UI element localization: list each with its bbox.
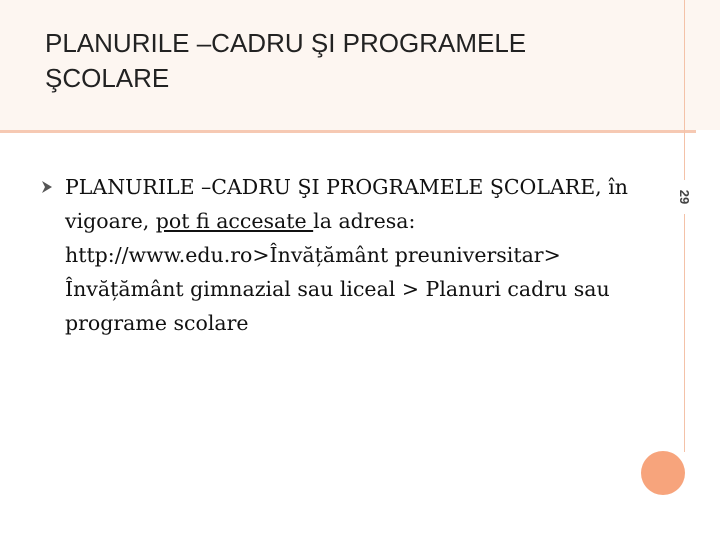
bullet-text-part1: PLANURILE –CADRU ŞI PROGRAMELE ŞCOLARE, în vigoare, — [65, 175, 628, 233]
bullet-text-part2: la adresa: http://www.edu.ro>Învățământ preuniversitar> Învățământ gimnazial sau liceal > Planuri cadru sau programe scolare — [65, 209, 610, 335]
slide-title: PLANURILE –CADRU ŞI PROGRAMELE ŞCOLARE — [45, 28, 527, 93]
title-divider — [0, 130, 696, 133]
bullet-text-underlined: pot fi accesate — [155, 209, 314, 233]
arrow-bullet-icon — [40, 180, 54, 194]
right-rule-bottom — [684, 214, 685, 452]
right-rule-top — [684, 0, 685, 180]
decorative-circle — [641, 451, 685, 495]
slide-number: 29 — [677, 189, 692, 205]
bullet-text — [65, 170, 645, 340]
